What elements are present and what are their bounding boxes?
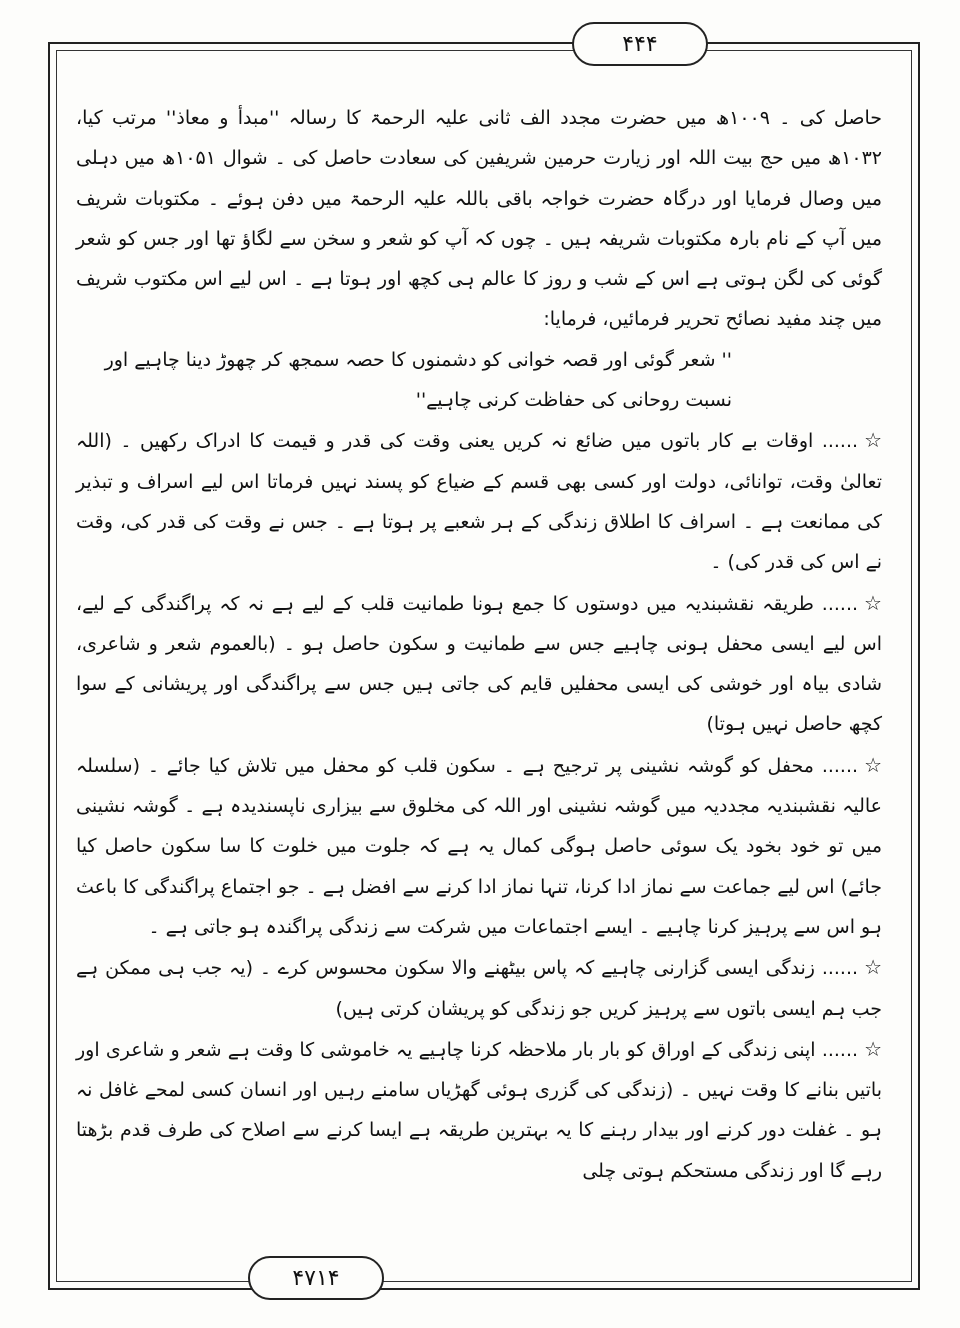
point-4 bbox=[76, 947, 882, 1029]
bullet-dots: ...... bbox=[821, 754, 859, 777]
star-bullet-icon: ☆ bbox=[864, 752, 882, 777]
quote-line-1: '' شعر گوئی اور قصہ خوانی کو دشمنوں کا حصہ سمجھ کر چھوڑ دینا چاہیے اور bbox=[104, 348, 732, 371]
bullet-dots: ...... bbox=[821, 430, 859, 453]
point-4-text: زندگی ایسی گزارنی چاہیے کہ پاس بیٹھنے والا سکون محسوس کرے ۔ (یہ جب ہی ممکن ہے جب ہم ایسی باتوں سے پرہیز کریں جو زندگی کو پریشان کرتی ہیں) bbox=[76, 957, 882, 1020]
star-bullet-icon: ☆ bbox=[864, 428, 882, 453]
point-1-text: اوقات بے کار باتوں میں ضائع نہ کریں یعنی وقت کی قدر و قیمت کا ادراک رکھیں ۔ (اللہ تعالیٰ وقت، توانائی، دولت اور کسی بھی قسم کے ضیاع کو پسند نہیں فرماتا اس لیے اسراف و تبذیر کی ممانعت ہے ۔ اسراف کا اطلاق زندگی کے ہر شعبے پر ہوتا ہے ۔ جس نے وقت کی قدر کی، وقت نے اس کی قدر کی) ۔ bbox=[76, 430, 882, 574]
point-2 bbox=[76, 583, 882, 745]
bullet-dots: ...... bbox=[821, 957, 859, 980]
point-2-text: طریقہ نقشبندیہ میں دوستوں کا جمع ہونا طمانیت قلب کے لیے ہے نہ کہ پراگندگی کے لیے، اس لیے ایسی محفل ہونی چاہیے جس سے طمانیت و سکون حاصل ہو ۔ (بالعموم شعر و شاعری، شادی بیاہ اور خوشی کی ایسی محفلیں قایم کی جاتی ہیں جس سے پراگندگی اور پریشانی کے سوا کچھ حاصل نہیں ہوتا) bbox=[76, 592, 882, 736]
top-page-number-text: ۴۴۴ bbox=[622, 31, 658, 57]
point-3 bbox=[76, 745, 882, 947]
quote-line-2: نسبت روحانی کی حفاظت کرنی چاہیے'' bbox=[415, 389, 732, 412]
star-bullet-icon: ☆ bbox=[864, 1036, 882, 1061]
point-1 bbox=[76, 420, 882, 582]
top-page-number bbox=[572, 22, 708, 66]
bullet-dots: ...... bbox=[821, 1038, 859, 1061]
star-bullet-icon: ☆ bbox=[864, 590, 882, 615]
page-body bbox=[76, 98, 882, 1191]
point-5 bbox=[76, 1029, 882, 1191]
bottom-page-number-text: ۴۷۱۴ bbox=[292, 1265, 340, 1291]
point-5-text: اپنی زندگی کے اوراق کو بار بار ملاحظہ کرنا چاہیے یہ خاموشی کا وقت ہے شعر و شاعری اور باتیں بنانے کا وقت نہیں ۔ (زندگی کی گزری ہوئی گھڑیاں سامنے رہیں اور انسان کسی لمحے غافل نہ ہو ۔ غفلت دور کرنے اور بیدار رہنے کا یہ بہترین طریقہ ہے ایسا کرنے سے اصلاح کی طرف قدم بڑھتا رہے گا اور زندگی مستحکم ہوتی چلی bbox=[76, 1038, 882, 1182]
point-3-text: محفل کو گوشہ نشینی پر ترجیح ہے ۔ سکون قلب کو محفل میں تلاش کیا جائے ۔ (سلسلہ عالیہ نقشبندیہ مجددیہ میں گوشہ نشینی اور اللہ کی مخلوق سے بیزاری ناپسندیدہ ہے ۔ گوشہ نشینی میں تو خود بخود یک سوئی حاصل ہوگی کمال یہ ہے کہ جلوت میں خلوت کا سا سکون حاصل کیا جائے) اس لیے جماعت سے نماز ادا کرنا، تنہا نماز ادا کرنے سے افضل ہے ۔ جو اجتماع پراگندگی کا باعث ہو اس سے پرہیز کرنا چاہیے ۔ ایسے اجتماعات میں شرکت سے زندگی پراگندہ ہو جاتی ہے ۔ bbox=[76, 754, 882, 938]
bottom-page-number bbox=[248, 1256, 384, 1300]
bullet-dots: ...... bbox=[821, 592, 859, 615]
intro-paragraph: حاصل کی ۔ ۱۰۰۹ھ میں حضرت مجدد الف ثانی علیہ الرحمۃ کا رسالہ ''مبدأ و معاذ'' مرتب کیا، ۱۰۳۲ھ میں حج بیت اللہ اور زیارت حرمین شریفین کی سعادت حاصل کی ۔ شوال ۱۰۵۱ھ میں دہلی میں وصال فرمایا اور درگاہ حضرت خواجہ باقی باللہ علیہ الرحمۃ میں دفن ہوئے ۔ مکتوبات شریف میں آپ کے نام بارہ مکتوبات شریفہ ہیں ۔ چوں کہ آپ کو شعر و سخن سے لگاؤ تھا اور جس کو شعر گوئی کی لگن ہوتی ہے اس کے شب و روز کا عالم ہی کچھ اور ہوتا ہے ۔ اس لیے اس مکتوب شریف میں چند مفید نصائح تحریر فرمائیں، فرمایا: bbox=[76, 107, 882, 331]
star-bullet-icon: ☆ bbox=[864, 955, 882, 980]
